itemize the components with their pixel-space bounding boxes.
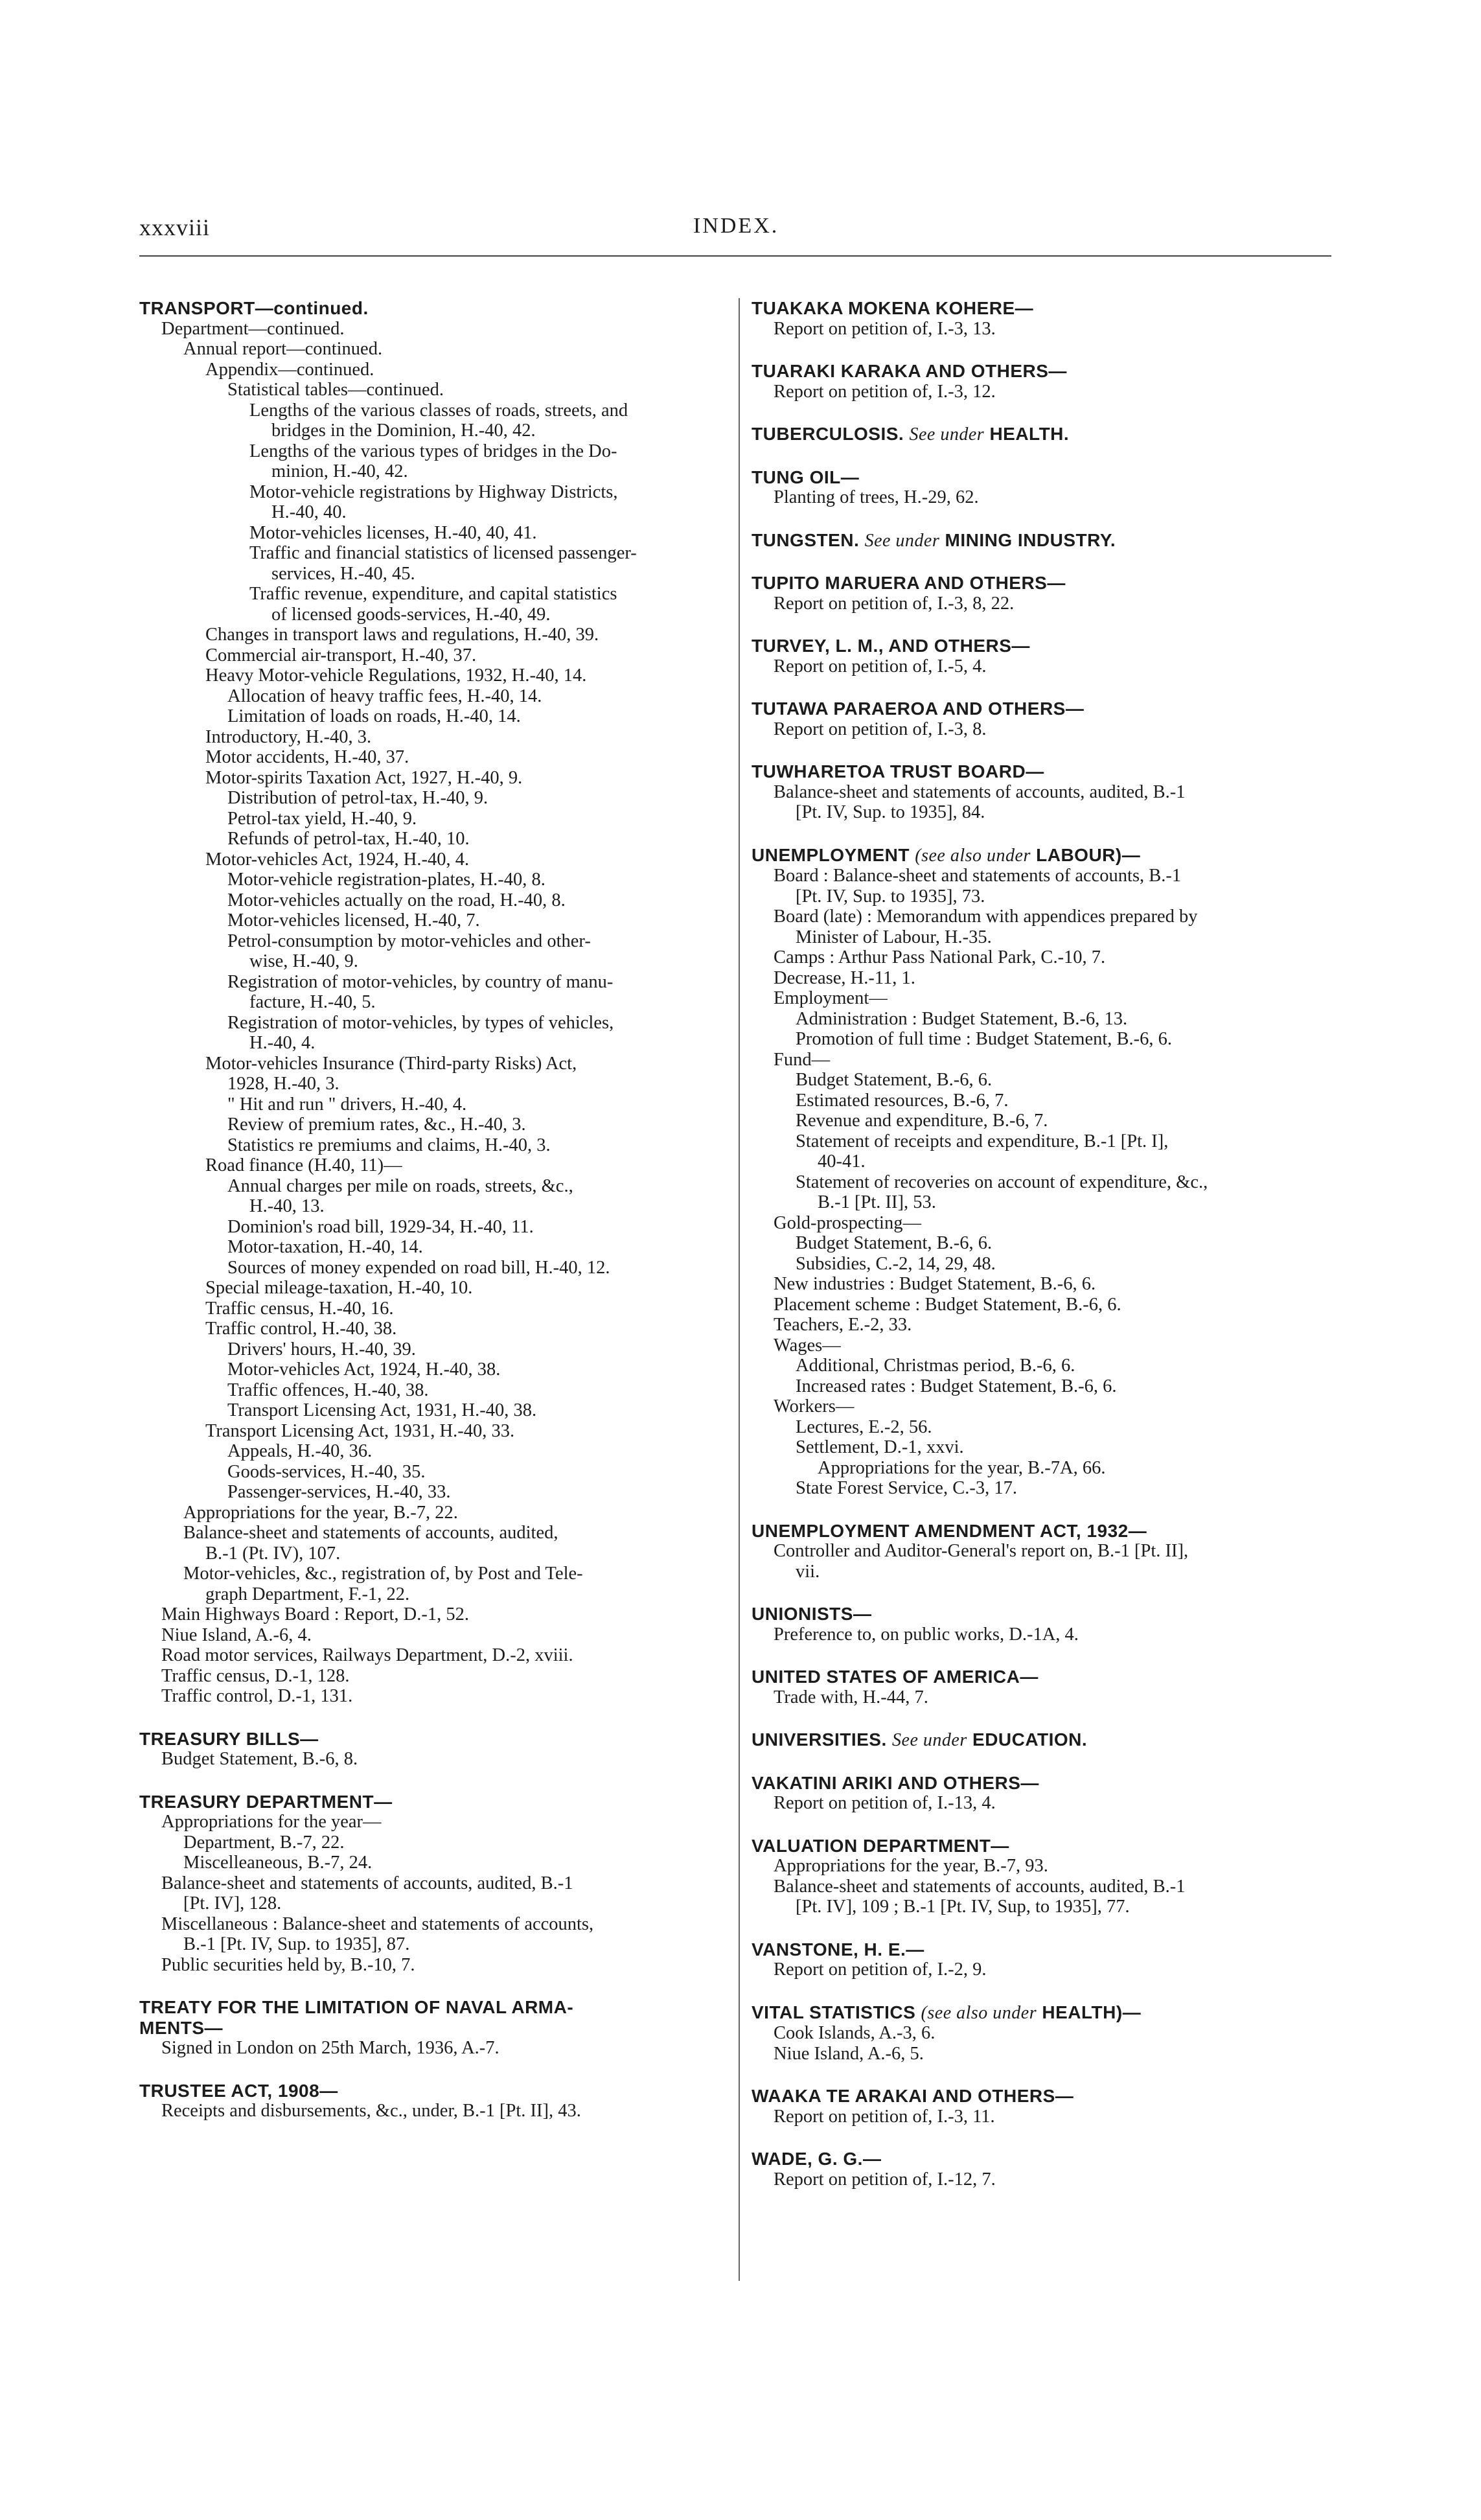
entry-heading (139, 2081, 722, 2101)
entry-gap (752, 1582, 1335, 1604)
index-subentry: Board (late) : Memorandum with appendices prepared by (774, 907, 1198, 927)
index-subentry: services, H.-40, 45. (271, 563, 415, 584)
index-subentry: bridges in the Dominion, H.-40, 42. (271, 421, 536, 441)
index-subentry: [Pt. IV, Sup. to 1935], 84. (796, 802, 985, 822)
index-subentry: Motor-vehicles Act, 1924, H.-40, 4. (205, 849, 470, 870)
index-subentry: minion, H.-40, 42. (271, 461, 408, 481)
heading-text: WADE, G. G.— (752, 2149, 882, 2169)
index-subentry: Limitation of loads on roads, H.-40, 14. (227, 706, 521, 726)
index-subentry: Report on petition of, I.-12, 7. (774, 2169, 996, 2190)
index-subentry: " Hit and run " drivers, H.-40, 4. (227, 1094, 467, 1115)
index-subentry: wise, H.-40, 9. (249, 951, 358, 971)
index-subentry: Report on petition of, I.-3, 12. (774, 381, 996, 402)
index-subentry: Motor-vehicle registrations by Highway Districts, (249, 481, 618, 502)
heading-text: VITAL STATISTICS (752, 2002, 916, 2022)
entry-gap (752, 1645, 1335, 1667)
index-subentry: Balance-sheet and statements of accounts, audited, B.-1 (774, 1876, 1186, 1897)
entry-heading (752, 1604, 1335, 1624)
heading-text: TUNG OIL— (752, 467, 860, 487)
index-subentry: Traffic control, D.-1, 131. (161, 1686, 353, 1706)
index-subentry: Balance-sheet and statements of accounts, audited, (183, 1523, 558, 1543)
index-subentry: Commercial air-transport, H.-40, 37. (205, 645, 477, 665)
index-subentry: Lengths of the various classes of roads, streets, and (249, 400, 628, 421)
index-subentry: Transport Licensing Act, 1931, H.-40, 33. (205, 1420, 515, 1441)
index-subentry: Report on petition of, I.-3, 13. (774, 318, 996, 339)
page-header (139, 214, 1331, 253)
entry-heading (752, 573, 1335, 594)
heading-text: UNITED STATES OF AMERICA— (752, 1667, 1039, 1687)
index-subentry: graph Department, F.-1, 22. (205, 1584, 410, 1604)
index-subentry: Passenger-services, H.-40, 33. (227, 1482, 451, 1502)
index-subentry: Board : Balance-sheet and statements of accounts, B.-1 (774, 866, 1182, 886)
see-target: HEALTH)— (1042, 2002, 1142, 2022)
heading-text: TREASURY BILLS— (139, 1728, 319, 1749)
heading-text: TUNGSTEN. (752, 529, 860, 550)
entry-gap (139, 1770, 722, 1792)
heading-text: VALUATION DEPARTMENT— (752, 1835, 1009, 1856)
index-subentry: Motor-vehicles Act, 1924, H.-40, 38. (227, 1359, 501, 1380)
entry-heading (752, 636, 1335, 656)
index-subentry: Changes in transport laws and regulations, H.-40, 39. (205, 625, 599, 645)
index-subentry: Budget Statement, B.-6, 6. (796, 1070, 993, 1090)
entry-gap (139, 2059, 722, 2081)
index-subentry: Road finance (H.40, 11)— (205, 1155, 402, 1175)
heading-text: TUARAKI KARAKA AND OTHERS— (752, 361, 1067, 381)
index-subentry: of licensed goods-services, H.-40, 49. (271, 604, 551, 625)
heading-text: TUBERCULOSIS. (752, 424, 904, 444)
index-column-right (752, 298, 1335, 2190)
see-target: MINING INDUSTRY. (945, 529, 1116, 550)
see-reference: See under (909, 424, 985, 445)
index-subentry: Appropriations for the year, B.-7A, 66. (818, 1457, 1106, 1478)
index-subentry: Fund— (774, 1049, 831, 1070)
index-subentry: H.-40, 4. (249, 1033, 316, 1053)
index-subentry: Niue Island, A.-6, 4. (161, 1624, 312, 1645)
index-subentry: Appropriations for the year, B.-7, 93. (774, 1856, 1048, 1876)
index-subentry: Traffic and financial statistics of licensed passenger- (249, 543, 637, 563)
index-subentry: Miscellaneous : Balance-sheet and statements of accounts, (161, 1913, 594, 1934)
index-subentry: Appropriations for the year— (161, 1812, 382, 1832)
heading-text: UNEMPLOYMENT (752, 844, 910, 865)
index-subentry: Registration of motor-vehicles, by types of vehicles, (227, 1012, 614, 1033)
index-subentry: Report on petition of, I.-3, 8. (774, 719, 987, 739)
entry-heading (752, 2086, 1335, 2107)
index-subentry: Employment— (774, 988, 888, 1008)
index-subentry: Introductory, H.-40, 3. (205, 726, 372, 747)
index-subentry: Special mileage-taxation, H.-40, 10. (205, 1278, 473, 1298)
entry-gap (752, 739, 1335, 761)
entry-gap (752, 676, 1335, 699)
index-subentry: Motor accidents, H.-40, 37. (205, 747, 409, 767)
entry-heading (139, 298, 722, 319)
index-subentry: Report on petition of, I.-3, 11. (774, 2106, 995, 2127)
entry-gap (752, 445, 1335, 467)
index-subentry: [Pt. IV], 109 ; B.-1 [Pt. IV, Sup, to 1935], 77. (796, 1897, 1130, 1917)
heading-text: VAKATINI ARIKI AND OTHERS— (752, 1772, 1039, 1793)
index-subentry: Promotion of full time : Budget Statement, B.-6, 6. (796, 1029, 1173, 1049)
entry-heading (752, 361, 1335, 382)
entry-gap (752, 2064, 1335, 2086)
index-subentry: Traffic control, H.-40, 38. (205, 1319, 397, 1339)
index-subentry: 40-41. (818, 1151, 866, 1172)
index-subentry: Transport Licensing Act, 1931, H.-40, 38. (227, 1400, 537, 1420)
entry-gap (752, 402, 1335, 424)
index-subentry: Statement of recoveries on account of expenditure, &c., (796, 1172, 1208, 1192)
index-subentry: B.-1 [Pt. IV, Sup. to 1935], 87. (183, 1934, 410, 1954)
index-subentry: Report on petition of, I.-3, 8, 22. (774, 593, 1015, 614)
entry-gap (752, 1707, 1335, 1729)
index-subentry: Camps : Arthur Pass National Park, C.-10, 7. (774, 947, 1106, 967)
index-subentry: Trade with, H.-44, 7. (774, 1687, 928, 1707)
heading-text: WAAKA TE ARAKAI AND OTHERS— (752, 2086, 1074, 2106)
index-subentry: Teachers, E.-2, 33. (774, 1315, 912, 1335)
index-subentry: Increased rates : Budget Statement, B.-6, 6. (796, 1376, 1117, 1396)
index-subentry: Annual charges per mile on roads, streets, &c., (227, 1175, 573, 1196)
heading-text: TREATY FOR THE LIMITATION OF NAVAL ARMA- (139, 1997, 574, 2017)
index-subentry: Traffic census, D.-1, 128. (161, 1665, 350, 1686)
index-subentry: Placement scheme : Budget Statement, B.-6, 6. (774, 1294, 1121, 1315)
header-rule (139, 255, 1331, 257)
index-subentry: Review of premium rates, &c., H.-40, 3. (227, 1115, 526, 1135)
see-target: HEALTH. (989, 424, 1070, 444)
entry-gap (752, 1751, 1335, 1773)
index-subentry: Heavy Motor-vehicle Regulations, 1932, H.-40, 14. (205, 665, 587, 686)
index-subentry: Controller and Auditor-General's report on, B.-1 [Pt. II], (774, 1541, 1189, 1561)
see-reference: See under (892, 1730, 967, 1750)
index-subentry: Petrol-tax yield, H.-40, 9. (227, 808, 417, 829)
index-subentry: Workers— (774, 1396, 855, 1416)
index-subentry: Receipts and disbursements, &c., under, B.-1 [Pt. II], 43. (161, 2101, 581, 2121)
entry-heading (139, 1792, 722, 1812)
index-subentry: Subsidies, C.-2, 14, 29, 48. (796, 1253, 996, 1274)
entry-heading (752, 298, 1335, 319)
entry-heading (752, 845, 1335, 866)
index-subentry: Motor-vehicles, &c., registration of, by Post and Tele- (183, 1564, 583, 1584)
entry-gap (752, 1917, 1335, 1939)
index-subentry: Budget Statement, B.-6, 8. (161, 1749, 358, 1769)
index-subentry: facture, H.-40, 5. (249, 992, 376, 1012)
index-subentry: Statistics re premiums and claims, H.-40, 3. (227, 1135, 551, 1155)
index-subentry: Balance-sheet and statements of accounts, audited, B.-1 (774, 781, 1186, 802)
index-subentry: Miscelleaneous, B.-7, 24. (183, 1853, 373, 1873)
heading-text: TRUSTEE ACT, 1908— (139, 2080, 338, 2101)
heading-text: TUTAWA PARAEROA AND OTHERS— (752, 699, 1085, 719)
index-subentry: Refunds of petrol-tax, H.-40, 10. (227, 829, 470, 849)
heading-text: UNEMPLOYMENT AMENDMENT ACT, 1932— (752, 1520, 1147, 1541)
index-subentry: Statistical tables—continued. (227, 380, 444, 400)
heading-text: TUWHARETOA TRUST BOARD— (752, 761, 1044, 781)
index-subentry: Report on petition of, I.-5, 4. (774, 656, 987, 676)
column-divider (739, 298, 740, 2281)
index-subentry: H.-40, 40. (271, 502, 347, 522)
entry-gap (752, 1499, 1335, 1521)
index-subentry: New industries : Budget Statement, B.-6, 6. (774, 1274, 1096, 1294)
entry-gap (139, 1707, 722, 1729)
index-subentry: Motor-vehicles Insurance (Third-party Risks) Act, (205, 1053, 577, 1074)
entry-gap (752, 508, 1335, 530)
index-subentry: Lengths of the various types of bridges in the Do- (249, 441, 617, 461)
index-subentry: Cook Islands, A.-3, 6. (774, 2023, 936, 2043)
index-subentry: Appendix—continued. (205, 359, 374, 380)
index-subentry: Registration of motor-vehicles, by country of manu- (227, 971, 614, 992)
index-subentry: Minister of Labour, H.-35. (796, 927, 992, 947)
see-reference: See under (864, 530, 940, 551)
index-subentry: Traffic offences, H.-40, 38. (227, 1380, 429, 1400)
heading-text: TREASURY DEPARTMENT— (139, 1791, 393, 1812)
entry-gap (752, 1980, 1335, 2002)
index-subentry: [Pt. IV], 128. (183, 1893, 282, 1913)
entry-heading (752, 424, 1335, 445)
index-subentry: Report on petition of, I.-13, 4. (774, 1793, 996, 1813)
see-reference: (see also under (915, 845, 1031, 866)
index-subentry: B.-1 [Pt. II], 53. (818, 1192, 936, 1212)
index-subentry: Motor-vehicle registration-plates, H.-40, 8. (227, 870, 545, 890)
heading-text: UNIONISTS— (752, 1604, 872, 1624)
index-subentry: Motor-vehicles licensed, H.-40, 7. (227, 910, 480, 931)
heading-text: TUAKAKA MOKENA KOHERE— (752, 298, 1034, 318)
entry-heading (752, 1773, 1335, 1794)
heading-text: TUPITO MARUERA AND OTHERS— (752, 573, 1066, 593)
entry-heading (752, 530, 1335, 551)
index-subentry: Drivers' hours, H.-40, 39. (227, 1339, 416, 1359)
index-subentry: Lectures, E.-2, 56. (796, 1416, 932, 1437)
index-subentry: Gold-prospecting— (774, 1212, 921, 1233)
index-subentry: [Pt. IV, Sup. to 1935], 73. (796, 886, 985, 907)
entry-gap (752, 823, 1335, 845)
index-subentry: Administration : Budget Statement, B.-6, 13. (796, 1008, 1128, 1029)
index-subentry: Motor-taxation, H.-40, 14. (227, 1237, 423, 1257)
entry-gap (752, 614, 1335, 636)
index-subentry: Goods-services, H.-40, 35. (227, 1461, 426, 1482)
entry-gap (752, 2127, 1335, 2149)
entry-gap (139, 1975, 722, 1997)
index-subentry: H.-40, 13. (249, 1196, 325, 1216)
index-subentry: Annual report—continued. (183, 339, 383, 359)
entry-heading (752, 1667, 1335, 1687)
index-subentry: vii. (796, 1561, 820, 1582)
index-subentry: Statement of receipts and expenditure, B.-1 [Pt. I], (796, 1131, 1169, 1151)
heading-text: UNIVERSITIES. (752, 1729, 887, 1750)
entry-heading (752, 1836, 1335, 1856)
index-subentry: Estimated resources, B.-6, 7. (796, 1090, 1009, 1111)
index-subentry: Preference to, on public works, D.-1A, 4. (774, 1624, 1079, 1645)
index-subentry: Distribution of petrol-tax, H.-40, 9. (227, 788, 488, 808)
index-subentry: Dominion's road bill, 1929-34, H.-40, 11. (227, 1216, 534, 1237)
index-subentry: Traffic revenue, expenditure, and capital statistics (249, 584, 617, 604)
index-subentry: Allocation of heavy traffic fees, H.-40, 14. (227, 686, 542, 706)
index-subentry: Motor-spirits Taxation Act, 1927, H.-40, 9. (205, 767, 523, 788)
entry-heading (752, 761, 1335, 782)
index-subentry: Traffic census, H.-40, 16. (205, 1298, 394, 1319)
index-subentry: Department, B.-7, 22. (183, 1832, 345, 1853)
index-subentry: State Forest Service, C.-3, 17. (796, 1478, 1017, 1498)
entry-heading (752, 2002, 1335, 2024)
index-subentry: 1928, H.-40, 3. (227, 1074, 339, 1094)
index-subentry: Balance-sheet and statements of accounts, audited, B.-1 (161, 1873, 573, 1893)
index-subentry: Additional, Christmas period, B.-6, 6. (796, 1356, 1075, 1376)
index-subentry: Revenue and expenditure, B.-6, 7. (796, 1111, 1048, 1131)
entry-heading (752, 1729, 1335, 1751)
entry-heading (752, 2149, 1335, 2169)
entry-gap (752, 1814, 1335, 1836)
see-reference: (see also under (921, 2002, 1037, 2023)
heading-text: VANSTONE, H. E.— (752, 1939, 924, 1959)
index-subentry: Report on petition of, I.-2, 9. (774, 1959, 987, 1980)
entry-heading (752, 467, 1335, 488)
index-subentry: Motor-vehicles licenses, H.-40, 40, 41. (249, 522, 537, 543)
entry-heading (752, 1521, 1335, 1542)
index-subentry: Signed in London on 25th March, 1936, A.-7. (161, 2038, 499, 2058)
page-number: xxxviii (139, 214, 211, 240)
index-subentry: Niue Island, A.-6, 5. (774, 2043, 924, 2064)
index-subentry: Decrease, H.-11, 1. (774, 967, 915, 988)
index-subentry: Petrol-consumption by motor-vehicles and other- (227, 931, 591, 951)
index-column-left (139, 298, 722, 2121)
index-subentry: B.-1 (Pt. IV), 107. (205, 1543, 341, 1564)
entry-heading (139, 1997, 722, 2018)
see-target: EDUCATION. (972, 1729, 1088, 1750)
index-subentry: Public securities held by, B.-10, 7. (161, 1954, 415, 1975)
entry-heading (752, 1939, 1335, 1960)
entry-gap (752, 551, 1335, 573)
entry-gap (752, 339, 1335, 361)
index-subentry: Settlement, D.-1, xxvi. (796, 1437, 964, 1457)
index-subentry: Budget Statement, B.-6, 6. (796, 1233, 993, 1253)
index-subentry: Department—continued. (161, 318, 345, 339)
index-subentry: Main Highways Board : Report, D.-1, 52. (161, 1604, 469, 1624)
running-title: INDEX. (693, 214, 779, 238)
entry-heading (752, 699, 1335, 719)
entry-heading-continued: MENTS— (139, 2017, 223, 2038)
index-subentry: Sources of money expended on road bill, H.-40, 12. (227, 1257, 610, 1278)
heading-text: TRANSPORT—continued. (139, 298, 369, 318)
entry-heading (139, 1729, 722, 1750)
see-target: LABOUR)— (1036, 844, 1141, 865)
index-subentry: Motor-vehicles actually on the road, H.-40, 8. (227, 890, 566, 910)
heading-text: TURVEY, L. M., AND OTHERS— (752, 636, 1030, 656)
index-subentry: Wages— (774, 1335, 841, 1356)
index-subentry: Planting of trees, H.-29, 62. (774, 487, 979, 507)
index-subentry: Appeals, H.-40, 36. (227, 1441, 373, 1461)
index-subentry: Road motor services, Railways Department, D.-2, xviii. (161, 1645, 573, 1665)
index-subentry: Appropriations for the year, B.-7, 22. (183, 1502, 458, 1523)
